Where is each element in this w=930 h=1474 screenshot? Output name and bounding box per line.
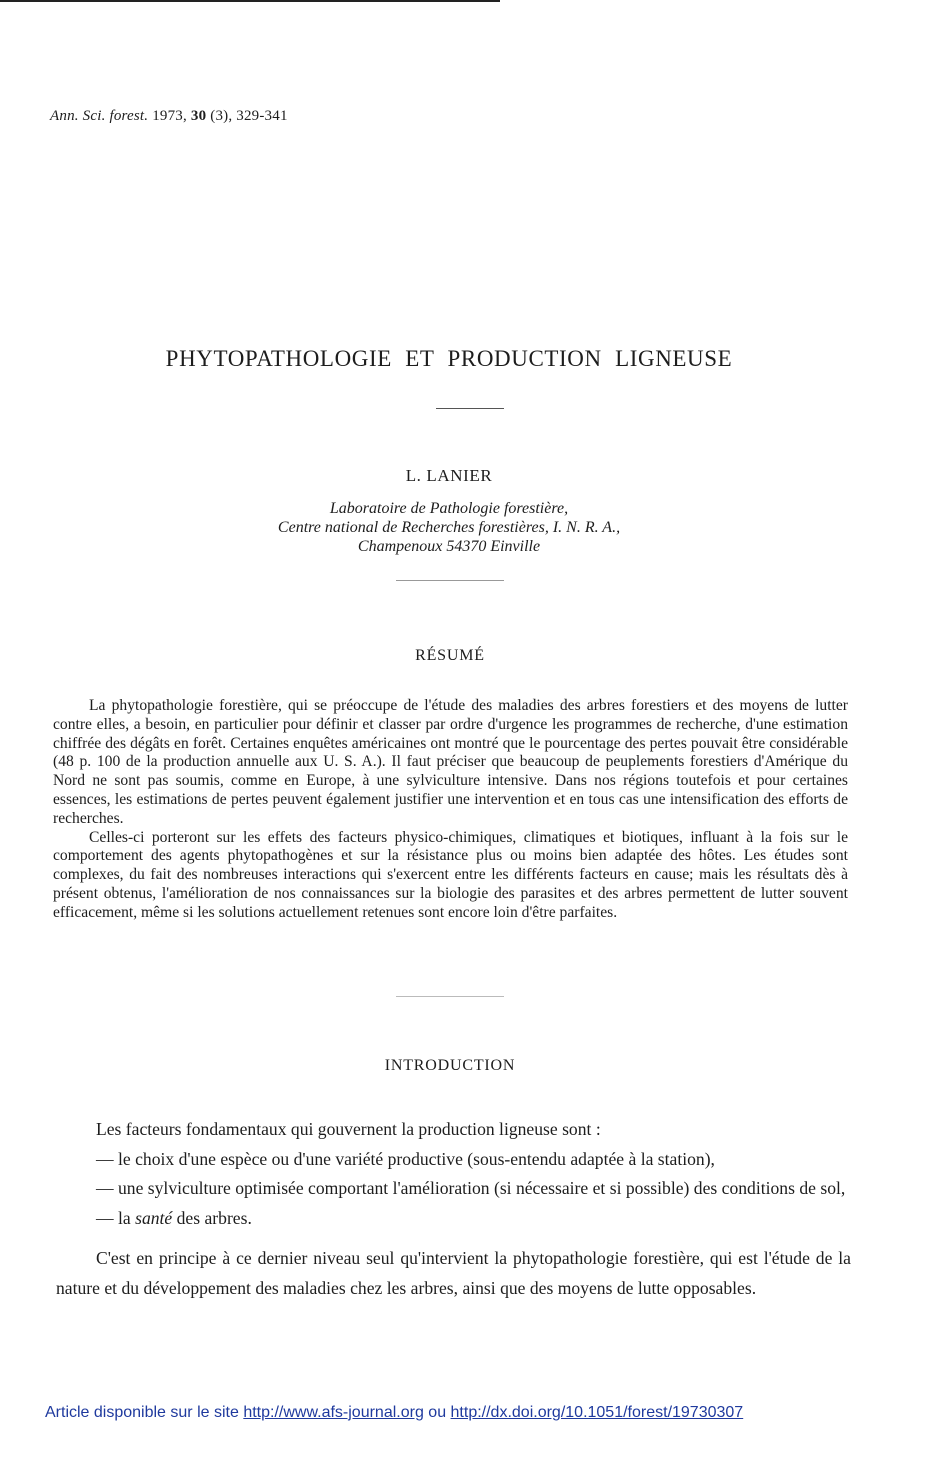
resume-divider [396,996,504,997]
footer-availability [45,1404,743,1422]
affiliation-divider [396,580,504,581]
introduction-text [56,1115,851,1303]
journal-year: 1973, [152,108,187,124]
introduction-list-item-2: — une sylviculture optimisée comportant l'amélioration (si nécessaire et si possible) des conditions de sol, [96,1178,846,1198]
resume-paragraph-2: Celles-ci porteront sur les effets des facteurs physico-chimiques, climatiques et biotiques, influant à la fois sur le comportement des agents phytopathogènes et sur la résistance plus ou moins bien adaptée des hôtes. Les études sont complexes, du fait des nombreuses interactions qui s'exercent entre les différents facteurs en cause; mais les résultats dès à présent obtenus, l'amélioration de nos connaissances sur la biologie des parasites et des arbres permettent de lutter souvent efficacement, même si les solutions actuellement retenues sont encore loin d'être parfaites. [53,828,848,921]
introduction-heading: INTRODUCTION [384,1057,516,1074]
journal-reference [50,108,288,125]
affiliation-line-3: Champenoux 54370 Einville [357,538,541,555]
article-title: PHYTOPATHOLOGIE ET PRODUCTION LIGNEUSE [165,346,733,371]
footer-prefix: Article disponible sur le site [45,1404,244,1421]
journal-name: Ann. Sci. forest. [50,108,149,124]
title-divider [436,408,504,409]
author-name: L. LANIER [405,466,493,485]
top-rule [0,0,500,2]
journal-volume: 30 [190,108,207,124]
introduction-paragraph-1: Les facteurs fondamentaux qui gouvernent la production ligneuse sont : [96,1119,601,1139]
emphasis-sante: santé [135,1207,173,1228]
journal-site-link[interactable]: http://www.afs-journal.org [243,1404,424,1421]
introduction-paragraph-2: C'est en principe à ce dernier niveau seul qu'intervient la phytopathologie forestière, qui est l'étude de la nature et du développement des maladies chez les arbres, ainsi que des moyens de lutte opposables. [56,1248,851,1298]
affiliation-line-1: Laboratoire de Pathologie forestière, [329,500,569,517]
introduction-list-item-3: — la santé des arbres. [96,1207,252,1228]
footer-middle: ou [423,1404,451,1421]
affiliation-line-2: Centre national de Recherches forestières, I. N. R. A., [277,519,621,536]
doi-link[interactable]: http://dx.doi.org/10.1051/forest/19730307 [450,1404,744,1421]
resume-paragraph-1: La phytopathologie forestière, qui se préoccupe de l'étude des maladies des arbres forestiers et des moyens de lutter contre elles, a besoin, en particulier pour définir et classer par ordre d'urgence les programmes de recherche, d'une estimation chiffrée des dégâts en forêt. Certaines enquêtes américaines ont montré que le pourcentage des pertes pouvait être considérable (48 p. 100 de la production annuelle aux U. S. A.). Il faut préciser que beaucoup de peuplements forestiers d'Amérique du Nord ne sont pas soumis, comme en Europe, à une sylviculture intensive. Dans nos régions toutefois et pour certaines essences, les estimations de pertes peuvent également justifier une intervention et en tous cas une intensification des efforts de recherches. [53,697,848,827]
journal-issue-pages: (3), 329-341 [210,108,288,124]
resume-text [53,697,848,923]
introduction-list-item-1: — le choix d'une espèce ou d'une variété productive (sous-entendu adaptée à la station), [96,1148,715,1169]
resume-heading: RÉSUMÉ [415,647,485,664]
